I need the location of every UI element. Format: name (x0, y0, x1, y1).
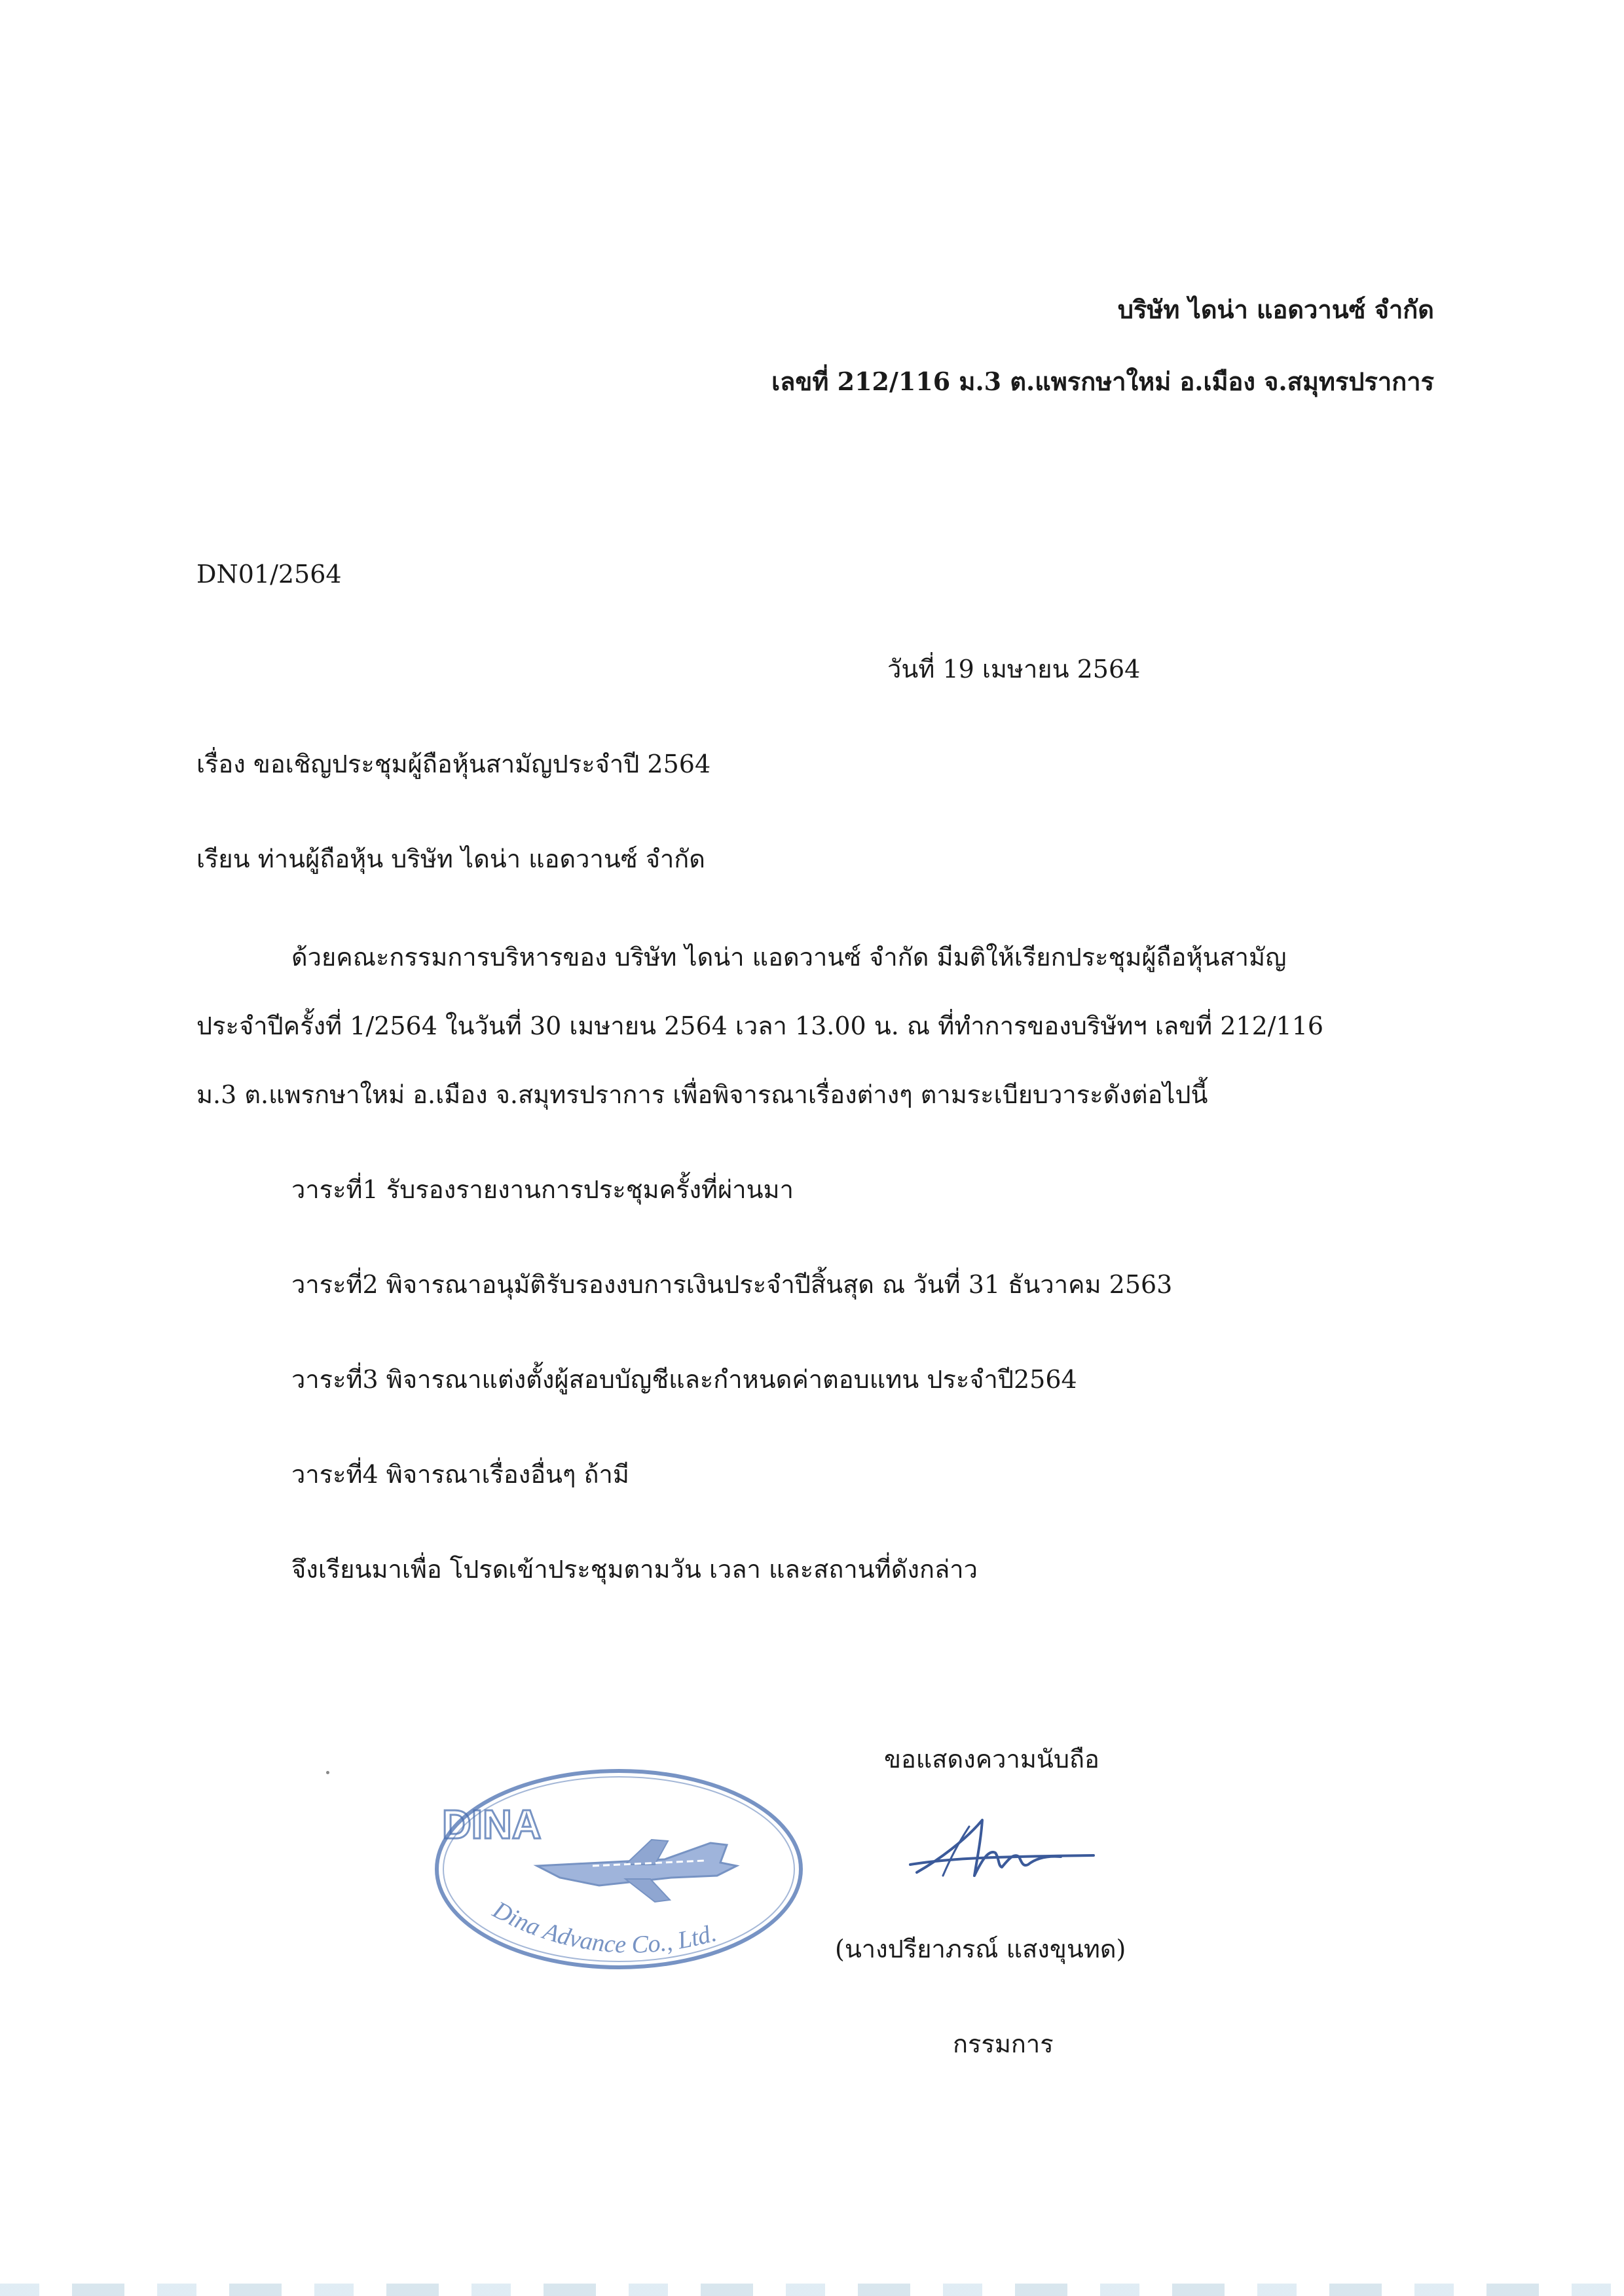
agenda-item-1: วาระที่1 รับรองรายงานการประชุมครั้งที่ผ่านมา (291, 1175, 794, 1204)
stamp-brand-text: DINA (442, 1802, 542, 1848)
signer-name: (นางปรียาภรณ์ แสงขุนทด) (835, 1935, 1126, 1963)
body-line-1: ด้วยคณะกรรมการบริหารของ บริษัท ไดน่า แอดวานซ์ จำกัด มีมติให้เรียกประชุมผู้ถือหุ้นสามัญ (291, 943, 1287, 972)
letter-recipient: เรียน ท่านผู้ถือหุ้น บริษัท ไดน่า แอดวานซ์ จำกัด (196, 845, 705, 873)
airplane-icon (537, 1840, 737, 1902)
body-line-3: ม.3 ต.แพรกษาใหม่ อ.เมือง จ.สมุทรปราการ เพื่อพิจารณาเรื่องต่างๆ ตามระเบียบวาระดังต่อไปนี้ (196, 1080, 1208, 1109)
scan-speck (326, 1771, 329, 1774)
letter-subject: เรื่อง ขอเชิญประชุมผู้ถือหุ้นสามัญประจำปี 2564 (196, 750, 711, 778)
signer-title: กรรมการ (953, 2030, 1054, 2058)
closing-sentence: จึงเรียนมาเพื่อ โปรดเข้าประชุมตามวัน เวลา และสถานที่ดังกล่าว (291, 1555, 978, 1584)
agenda-item-2: วาระที่2 พิจารณาอนุมัติรับรองงบการเงินประจำปีสิ้นสุด ณ วันที่ 31 ธันวาคม 2563 (291, 1270, 1173, 1299)
letter-date: วันที่ 19 เมษายน 2564 (887, 655, 1141, 683)
company-address: เลขที่ 212/116 ม.3 ต.แพรกษาใหม่ อ.เมือง จ.สมุทรปราการ (771, 367, 1434, 396)
scan-edge-artifact (0, 2284, 1624, 2296)
document-number: DN01/2564 (196, 560, 342, 589)
agenda-item-4: วาระที่4 พิจารณาเรื่องอื่นๆ ถ้ามี (291, 1460, 629, 1489)
company-stamp (429, 1761, 809, 1977)
handwritten-signature (904, 1813, 1100, 1892)
agenda-item-3: วาระที่3 พิจารณาแต่งตั้งผู้สอบบัญชีและกำหนดค่าตอบแทน ประจำปี2564 (291, 1365, 1077, 1394)
stamp-company-text: Dina Advance Co., Ltd. (488, 1896, 720, 1959)
sign-off: ขอแสดงความนับถือ (884, 1745, 1099, 1774)
body-line-2: ประจำปีครั้งที่ 1/2564 ในวันที่ 30 เมษายน 2564 เวลา 13.00 น. ณ ที่ทำการของบริษัทฯ เลขที่ 212/116 (196, 1011, 1324, 1040)
company-name: บริษัท ไดน่า แอดวานซ์ จำกัด (1117, 295, 1434, 324)
